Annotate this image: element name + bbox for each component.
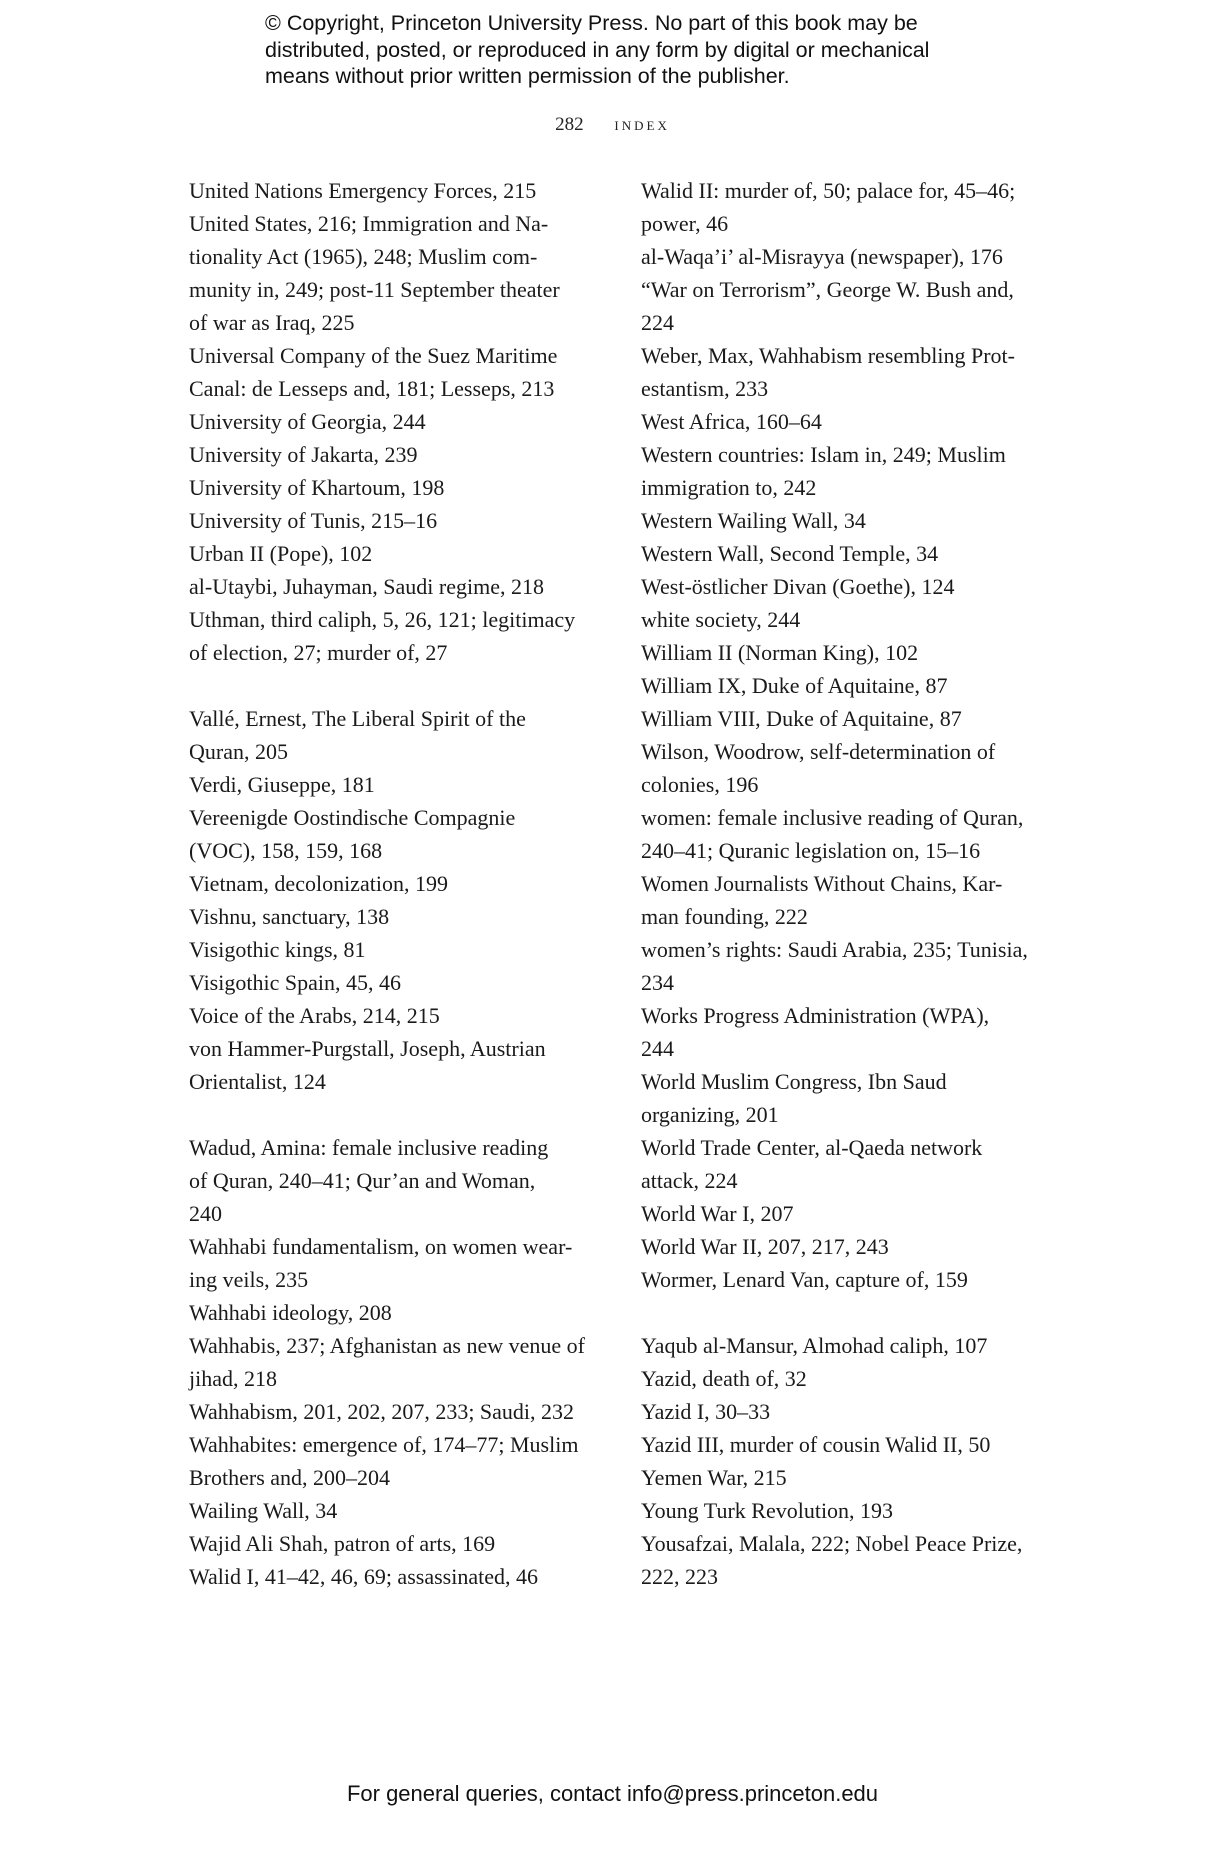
index-entry-line: “War on Terrorism”, George W. Bush and, (641, 277, 1014, 302)
index-entry (641, 537, 1041, 570)
index-entry (189, 768, 619, 801)
index-entry (641, 1263, 1041, 1296)
index-entry (189, 801, 619, 867)
index-entry (641, 405, 1041, 438)
index-entry (189, 1494, 619, 1527)
index-entry (189, 999, 619, 1032)
index-entry-line: Weber, Max, Wahhabism resembling Prot- (641, 343, 1015, 368)
index-entry-continuation: immigration to, 242 (641, 475, 817, 500)
index-entry-line: Verdi, Giuseppe, 181 (189, 772, 375, 797)
index-entry-line: West Africa, 160–64 (641, 409, 822, 434)
index-entry-line: Yazid I, 30–33 (641, 1399, 771, 1424)
index-entry-line: Young Turk Revolution, 193 (641, 1498, 894, 1523)
index-entry (189, 1428, 619, 1494)
index-entry-line: Visigothic Spain, 45, 46 (189, 970, 401, 995)
index-entry-continuation: man founding, 222 (641, 904, 808, 929)
index-entry-line: Vereenigde Oostindische Compagnie (189, 805, 516, 830)
index-entry-line: Western Wailing Wall, 34 (641, 508, 866, 533)
index-entry-line: Wahhabites: emergence of, 174–77; Muslim (189, 1432, 579, 1457)
index-entry-continuation: 240–41; Quranic legislation on, 15–16 (641, 838, 981, 863)
footer-contact: For general queries, contact info@press.princeton.edu (346, 1781, 879, 1806)
index-entry (189, 702, 619, 768)
index-entry (189, 1527, 619, 1560)
index-entry (189, 1329, 619, 1395)
index-column-left (189, 174, 619, 1593)
index-entry-line: Uthman, third caliph, 5, 26, 121; legitimacy (189, 607, 576, 632)
index-entry (641, 1428, 1041, 1461)
index-entry-line: al-Utaybi, Juhayman, Saudi regime, 218 (189, 574, 544, 599)
index-entry (189, 438, 619, 471)
index-entry (641, 867, 1041, 933)
page-number: 282 (555, 114, 584, 135)
index-entry (189, 1032, 619, 1098)
running-head (0, 114, 1225, 136)
copyright-line: means without prior written permission of the publisher. (265, 64, 790, 88)
index-entry-continuation: Brothers and, 200–204 (189, 1465, 391, 1490)
index-entry (641, 339, 1041, 405)
index-entry-continuation: tionality Act (1965), 248; Muslim com- (189, 244, 538, 269)
index-entry-line: Urban II (Pope), 102 (189, 541, 373, 566)
index-entry (641, 1527, 1041, 1593)
index-entry-line: von Hammer-Purgstall, Joseph, Austrian (189, 1036, 546, 1061)
index-entry (189, 1296, 619, 1329)
index-entry-line: University of Georgia, 244 (189, 409, 426, 434)
index-entry-line: Visigothic kings, 81 (189, 937, 366, 962)
index-entry (641, 636, 1041, 669)
section-title: index (614, 114, 670, 135)
index-entry (189, 537, 619, 570)
index-entry (641, 702, 1041, 735)
index-entry-line: William II (Norman King), 102 (641, 640, 919, 665)
index-entry-line: University of Jakarta, 239 (189, 442, 418, 467)
index-entry-line: Wilson, Woodrow, self-determination of (641, 739, 996, 764)
index-entry-continuation: Orientalist, 124 (189, 1069, 326, 1094)
letter-section-gap (641, 1296, 1041, 1329)
index-entry (189, 207, 619, 339)
index-entry-line: white society, 244 (641, 607, 801, 632)
index-entry-line: women: female inclusive reading of Quran, (641, 805, 1024, 830)
index-entry-continuation: 224 (641, 310, 674, 335)
index-entry (189, 966, 619, 999)
index-entry-continuation: 234 (641, 970, 674, 995)
index-entry-continuation: Canal: de Lesseps and, 181; Lesseps, 213 (189, 376, 555, 401)
index-entry (189, 504, 619, 537)
index-entry (641, 174, 1041, 240)
index-entry-line: United Nations Emergency Forces, 215 (189, 178, 537, 203)
index-entry (641, 1197, 1041, 1230)
index-entry-line: Walid II: murder of, 50; palace for, 45–46; (641, 178, 1016, 203)
index-entry (641, 1065, 1041, 1131)
index-entry-line: World Trade Center, al-Qaeda network (641, 1135, 983, 1160)
index-entry (189, 933, 619, 966)
index-entry-line: Wajid Ali Shah, patron of arts, 169 (189, 1531, 496, 1556)
index-entry (189, 174, 619, 207)
index-entry (189, 603, 619, 669)
index-entry-line: Universal Company of the Suez Maritime (189, 343, 558, 368)
index-entry (189, 1230, 619, 1296)
index-entry-line: Wahhabi fundamentalism, on women wear- (189, 1234, 573, 1259)
index-entry (189, 1131, 619, 1230)
index-entry (641, 933, 1041, 999)
index-entry-line: Vallé, Ernest, The Liberal Spirit of the (189, 706, 526, 731)
index-entry-continuation: 240 (189, 1201, 222, 1226)
index-entry-continuation: ing veils, 235 (189, 1267, 309, 1292)
index-entry (189, 1395, 619, 1428)
index-entry (641, 1461, 1041, 1494)
index-entry (189, 1560, 619, 1593)
index-entry (641, 504, 1041, 537)
index-entry (641, 603, 1041, 636)
index-entry-line: World War II, 207, 217, 243 (641, 1234, 889, 1259)
index-entry (641, 1395, 1041, 1428)
index-entry (641, 273, 1041, 339)
index-entry (641, 1362, 1041, 1395)
index-entry-line: Yousafzai, Malala, 222; Nobel Peace Prize, (641, 1531, 1023, 1556)
index-entry-line: Wahhabism, 201, 202, 207, 233; Saudi, 232 (189, 1399, 575, 1424)
index-entry (189, 867, 619, 900)
index-entry-line: Vishnu, sanctuary, 138 (189, 904, 390, 929)
index-entry-continuation: of election, 27; murder of, 27 (189, 640, 448, 665)
index-entry-line: Voice of the Arabs, 214, 215 (189, 1003, 440, 1028)
index-entry-continuation: of war as Iraq, 225 (189, 310, 355, 335)
index-entry (641, 1230, 1041, 1263)
index-entry (641, 669, 1041, 702)
index-entry-continuation: 244 (641, 1036, 674, 1061)
index-entry-line: Women Journalists Without Chains, Kar- (641, 871, 1003, 896)
index-entry-line: Yemen War, 215 (641, 1465, 787, 1490)
index-entry (189, 471, 619, 504)
index-entry-continuation: 222, 223 (641, 1564, 718, 1589)
index-entry-line: Wahhabi ideology, 208 (189, 1300, 392, 1325)
index-entry (189, 900, 619, 933)
index-entry-line: Western Wall, Second Temple, 34 (641, 541, 939, 566)
index-entry-line: University of Tunis, 215–16 (189, 508, 438, 533)
copyright-line: distributed, posted, or reproduced in any form by digital or mechanical (265, 37, 930, 62)
index-entry-continuation: power, 46 (641, 211, 729, 236)
letter-section-gap (189, 1098, 619, 1131)
index-entry-continuation: Quran, 205 (189, 739, 288, 764)
index-entry (641, 438, 1041, 504)
index-entry (641, 1329, 1041, 1362)
index-entry (189, 570, 619, 603)
index-entry-line: William IX, Duke of Aquitaine, 87 (641, 673, 948, 698)
index-entry-line: World War I, 207 (641, 1201, 794, 1226)
index-entry-line: al-Waqa’i’ al-Misrayya (newspaper), 176 (641, 244, 1003, 269)
index-entry (641, 999, 1041, 1065)
index-entry-line: Walid I, 41–42, 46, 69; assassinated, 46 (189, 1564, 538, 1589)
index-entry-line: women’s rights: Saudi Arabia, 235; Tunisia, (641, 937, 1028, 962)
index-entry-continuation: attack, 224 (641, 1168, 738, 1193)
index-entry-line: World Muslim Congress, Ibn Saud (641, 1069, 947, 1094)
index-entry (641, 1131, 1041, 1197)
index-entry-line: Wahhabis, 237; Afghanistan as new venue of (189, 1333, 585, 1358)
index-entry-continuation: estantism, 233 (641, 376, 769, 401)
index-entry-line: Yaqub al-Mansur, Almohad caliph, 107 (641, 1333, 988, 1358)
index-entry-line: Yazid, death of, 32 (641, 1366, 807, 1391)
index-entry-line: Wailing Wall, 34 (189, 1498, 338, 1523)
index-entry-line: William VIII, Duke of Aquitaine, 87 (641, 706, 962, 731)
index-entry-continuation: colonies, 196 (641, 772, 759, 797)
index-column-right (641, 174, 1041, 1593)
index-entry (189, 339, 619, 405)
index-entry-line: United States, 216; Immigration and Na- (189, 211, 549, 236)
index-entry (641, 735, 1041, 801)
index-entry-line: Works Progress Administration (WPA), (641, 1003, 990, 1028)
index-entry-line: Yazid III, murder of cousin Walid II, 50 (641, 1432, 991, 1457)
index-entry-continuation: of Quran, 240–41; Qur’an and Woman, (189, 1168, 536, 1193)
index-entry-line: Vietnam, decolonization, 199 (189, 871, 448, 896)
letter-section-gap (189, 669, 619, 702)
index-entry (641, 1494, 1041, 1527)
index-entry-continuation: munity in, 249; post-11 September theater (189, 277, 560, 302)
index-entry-line: Wadud, Amina: female inclusive reading (189, 1135, 549, 1160)
index-entry-line: Wormer, Lenard Van, capture of, 159 (641, 1267, 968, 1292)
index-entry (641, 801, 1041, 867)
index-entry-line: West-östlicher Divan (Goethe), 124 (641, 574, 955, 599)
index-entry-continuation: jihad, 218 (189, 1366, 277, 1391)
index-entry (641, 570, 1041, 603)
copyright-line: © Copyright, Princeton University Press. No part of this book may be (265, 11, 918, 35)
index-entry (641, 240, 1041, 273)
index-entry-continuation: organizing, 201 (641, 1102, 779, 1127)
index-entry-continuation: (VOC), 158, 159, 168 (189, 838, 383, 863)
index-entry-line: Western countries: Islam in, 249; Muslim (641, 442, 1006, 467)
index-entry (189, 405, 619, 438)
index-entry-line: University of Khartoum, 198 (189, 475, 445, 500)
copyright-notice (265, 10, 1025, 90)
